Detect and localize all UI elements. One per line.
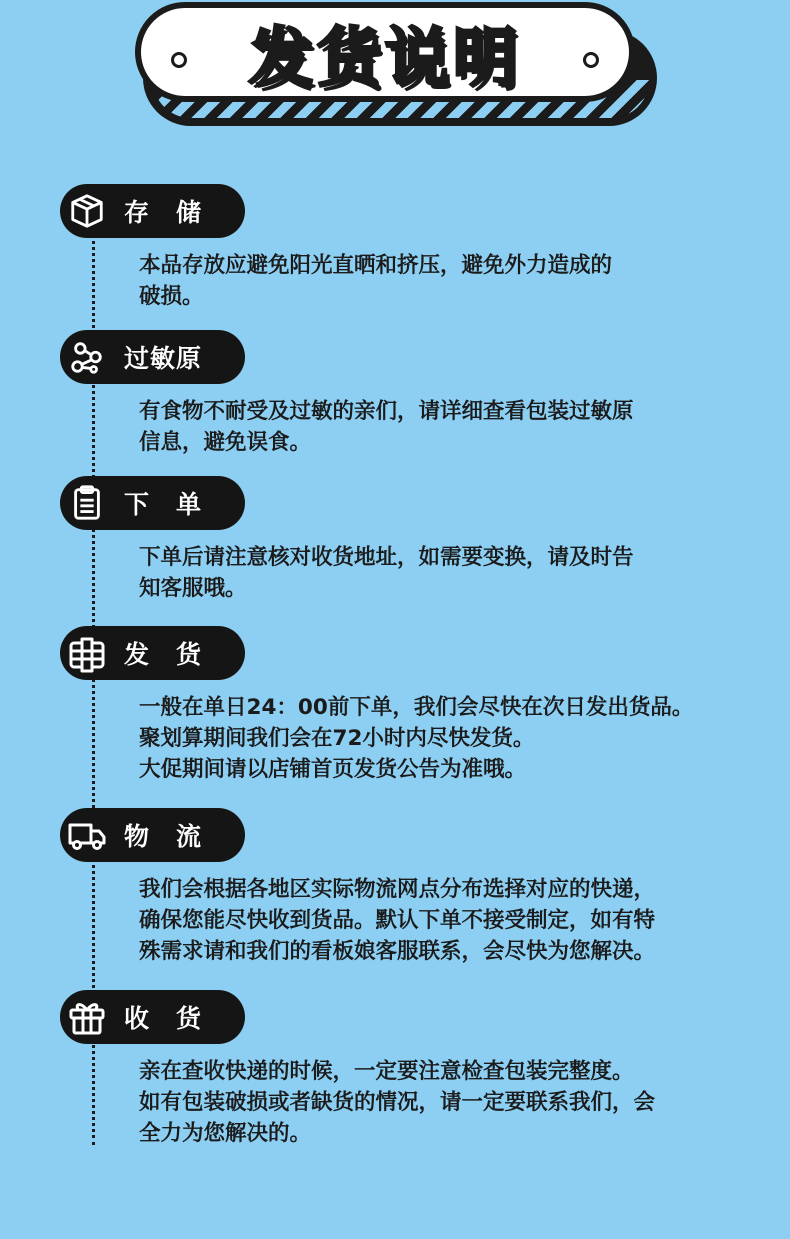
- body-line: 聚划算期间我们会在72小时内尽快发货。: [139, 726, 535, 751]
- section-header: [60, 330, 245, 384]
- body-line: 本品存放应避免阳光直晒和挤压，避免外力造成的: [139, 253, 613, 278]
- section-allergens: [60, 330, 760, 458]
- section-storage: [60, 184, 760, 312]
- section-logistics: [60, 808, 760, 967]
- body-line: 确保您能尽快收到货品。默认下单不接受制定，如有特: [139, 908, 656, 933]
- gift-icon: [60, 990, 114, 1044]
- section-body: [139, 250, 739, 312]
- section-title: 过敏原: [124, 344, 203, 373]
- body-line: 信息，避免误食。: [139, 430, 312, 455]
- truck-icon: [60, 808, 114, 862]
- body-line: 大促期间请以店铺首页发货公告为准哦。: [139, 757, 527, 782]
- package-icon: [60, 626, 114, 680]
- title-banner: [133, 0, 659, 128]
- banner-plate: [135, 2, 635, 102]
- section-header: [60, 990, 245, 1044]
- box-icon: [60, 184, 114, 238]
- section-body: [139, 396, 739, 458]
- body-line: 殊需求请和我们的看板娘客服联系，会尽快为您解决。: [139, 939, 656, 964]
- section-title: 收 货: [124, 1004, 203, 1033]
- clipboard-icon: [60, 476, 114, 530]
- section-body: [139, 542, 739, 604]
- section-header: [60, 626, 245, 680]
- section-title: 物 流: [124, 822, 203, 851]
- body-line: 下单后请注意核对收货地址，如需要变换，请及时告: [139, 545, 634, 570]
- section-receipt: [60, 990, 760, 1149]
- page-title: 发货说明: [249, 22, 521, 96]
- body-line: 亲在查收快递的时候，一定要注意检查包装完整度。: [139, 1059, 634, 1084]
- section-body: [139, 692, 739, 785]
- section-body: [139, 874, 739, 967]
- body-line: 全力为您解决的。: [139, 1121, 312, 1146]
- body-line: 破损。: [139, 284, 204, 309]
- body-line: 一般在单日24：00前下单，我们会尽快在次日发出货品。: [139, 695, 694, 720]
- body-line: 知客服哦。: [139, 576, 247, 601]
- section-shipping: [60, 626, 760, 785]
- section-header: [60, 476, 245, 530]
- body-line: 如有包装破损或者缺货的情况，请一定要联系我们，会: [139, 1090, 656, 1115]
- body-line: 有食物不耐受及过敏的亲们，请详细查看包装过敏原: [139, 399, 634, 424]
- section-title: 存 储: [124, 198, 203, 227]
- section-header: [60, 184, 245, 238]
- body-line: 我们会根据各地区实际物流网点分布选择对应的快递，: [139, 877, 656, 902]
- molecule-icon: [60, 330, 114, 384]
- section-title: 发 货: [124, 640, 203, 669]
- section-header: [60, 808, 245, 862]
- section-title: 下 单: [124, 490, 203, 519]
- section-body: [139, 1056, 739, 1149]
- section-order: [60, 476, 760, 604]
